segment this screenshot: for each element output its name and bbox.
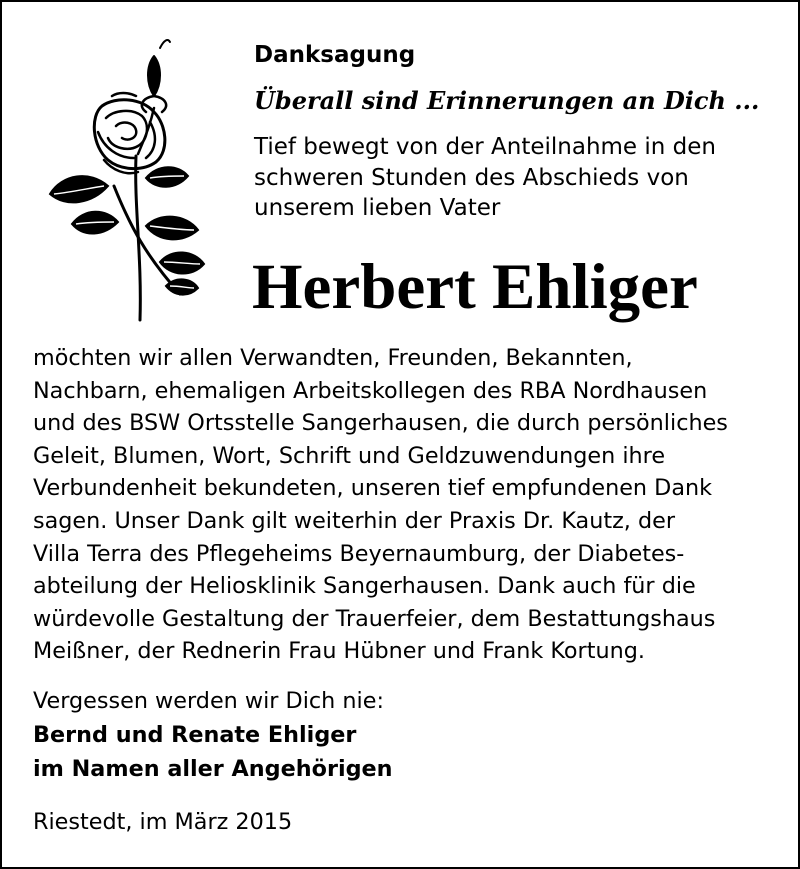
intro-line: Tief bewegt von der Anteilnahme in den [254, 134, 716, 160]
page-title: Danksagung [254, 42, 416, 68]
body-line: und des BSW Ortsstelle Sangerhausen, die durch persönliches [33, 410, 728, 437]
signers [33, 718, 393, 786]
body-line: möchten wir allen Verwandten, Freunden, Bekannten, [33, 345, 633, 371]
intro-paragraph [254, 132, 774, 224]
rose-illustration [42, 36, 212, 322]
body-line: Nachbarn, ehemaligen Arbeitskollegen des RBA Nordhausen [33, 377, 708, 404]
body-line: abteilung der Heliosklinik Sangerhausen. Dank auch für die [33, 573, 696, 600]
body-line: würdevolle Gestaltung der Trauerfeier, dem Bestattungshaus [33, 605, 716, 632]
body-line: Villa Terra des Pflegeheims Beyernaumburg, der Diabetes- [33, 540, 685, 567]
body-line: sagen. Unser Dank gilt weiterhin der Praxis Dr. Kautz, der [33, 507, 676, 534]
body-line: Verbundenheit bekundeten, unseren tief empfundenen Dank [33, 475, 713, 502]
body-line: Geleit, Blumen, Wort, Schrift und Geldzuwendungen ihre [33, 442, 666, 469]
motto: Überall sind Erinnerungen an Dich ... [254, 86, 760, 115]
deceased-name: Herbert Ehliger [252, 251, 698, 323]
thanks-paragraph [33, 342, 793, 668]
signer-line: im Namen aller Angehörigen [33, 756, 393, 782]
intro-line: schweren Stunden des Abschieds von [254, 164, 689, 191]
signer-line: Bernd und Renate Ehliger [33, 722, 357, 748]
closing-line: Vergessen werden wir Dich nie: [33, 688, 384, 714]
place-date: Riestedt, im März 2015 [33, 809, 293, 835]
body-line: Meißner, der Rednerin Frau Hübner und Frank Kortung. [33, 638, 645, 665]
intro-line: unserem lieben Vater [254, 195, 501, 221]
